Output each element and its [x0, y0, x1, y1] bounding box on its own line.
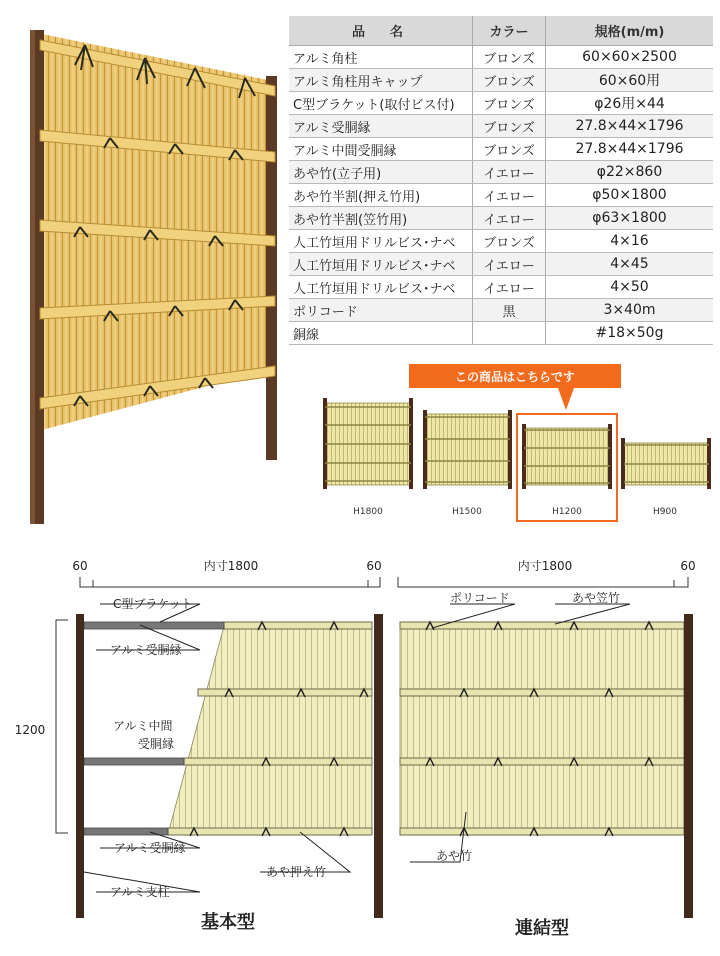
spec-cell-name: あや竹半割(押え竹用) [289, 184, 473, 207]
spec-cell-spec: 27.8×44×1796 [546, 138, 714, 161]
spec-cell-color: ブロンズ [473, 138, 546, 161]
spec-cell-spec: 27.8×44×1796 [546, 115, 714, 138]
size-label: H1200 [552, 507, 582, 517]
label-bracket: C型ブラケット [113, 597, 193, 611]
dim-right2-60: 60 [680, 559, 696, 573]
spec-cell-color: ブロンズ [473, 46, 546, 69]
label-rail-bottom: アルミ受胴縁 [114, 841, 186, 855]
spec-cell-name: ポリコード [289, 299, 473, 322]
spec-cell-color: 黒 [473, 299, 546, 322]
spec-cell-color: イエロー [473, 161, 546, 184]
label-rail-mid-2: 受胴縁 [138, 737, 175, 751]
label-cord: ポリコード [450, 591, 510, 605]
spec-cell-color: イエロー [473, 253, 546, 276]
header-spec: 規格(m/m) [546, 16, 714, 46]
dim-inner-left: 内寸1800 [203, 559, 259, 573]
spec-cell-color: イエロー [473, 207, 546, 230]
label-rail-mid-1: アルミ中間 [113, 719, 173, 733]
spec-cell-color: ブロンズ [473, 69, 546, 92]
header-name: 品 名 [289, 16, 473, 46]
spec-cell-spec: φ63×1800 [546, 207, 714, 230]
size-label: H900 [653, 507, 677, 517]
spec-cell-name: アルミ受胴縁 [289, 115, 473, 138]
spec-cell-spec: φ50×1800 [546, 184, 714, 207]
spec-cell-name: 人工竹垣用ドリルビス･ナベ [289, 230, 473, 253]
spec-cell-name: あや竹(立子用) [289, 161, 473, 184]
dim-height: 1200 [14, 723, 46, 737]
dim-left-60: 60 [72, 559, 88, 573]
diagram-post-right [684, 614, 693, 918]
size-label: H1800 [353, 507, 383, 517]
spec-cell-name: C型ブラケット(取付ビス付) [289, 92, 473, 115]
label-presser: あや押え竹 [266, 865, 327, 879]
spec-cell-color: ブロンズ [473, 92, 546, 115]
title-linked: 連結型 [515, 918, 569, 939]
spec-cell-name: アルミ角柱用キャップ [289, 69, 473, 92]
label-bamboo: あや竹 [436, 849, 473, 863]
dim-right-60: 60 [366, 559, 382, 573]
spec-cell-spec: φ22×860 [546, 161, 714, 184]
spec-cell-name: あや竹半割(笠竹用) [289, 207, 473, 230]
spec-cell-spec: φ26用×44 [546, 92, 714, 115]
spec-cell-color: イエロー [473, 184, 546, 207]
spec-cell-spec: 60×60用 [546, 69, 714, 92]
spec-cell-spec: 4×45 [546, 253, 714, 276]
spec-cell-color: ブロンズ [473, 230, 546, 253]
diagram-post-left [76, 614, 84, 918]
spec-cell-spec: #18×50g [546, 322, 714, 345]
spec-cell-color: ブロンズ [473, 115, 546, 138]
dim-inner-right: 内寸1800 [517, 559, 573, 573]
spec-cell-spec: 4×50 [546, 276, 714, 299]
label-cap-bamboo: あや笠竹 [572, 591, 621, 605]
spec-cell-name: 人工竹垣用ドリルビス･ナベ [289, 253, 473, 276]
spec-cell-name: 人工竹垣用ドリルビス･ナベ [289, 276, 473, 299]
size-label: H1500 [452, 507, 482, 517]
label-post: アルミ支柱 [110, 885, 170, 899]
spec-cell-spec: 60×60×2500 [546, 46, 714, 69]
spec-cell-name: 銅線 [289, 322, 473, 345]
banner-text: この商品はこちらです [455, 370, 575, 384]
spec-cell-name: アルミ中間受胴縁 [289, 138, 473, 161]
label-rail-top: アルミ受胴縁 [110, 643, 182, 657]
spec-cell-name: アルミ角柱 [289, 46, 473, 69]
spec-cell-spec: 3×40m [546, 299, 714, 322]
header-color: カラー [473, 16, 546, 46]
spec-cell-spec: 4×16 [546, 230, 714, 253]
diagram-post-mid [374, 614, 383, 918]
title-basic: 基本型 [201, 912, 255, 933]
spec-cell-color: イエロー [473, 276, 546, 299]
linked-type-fence [400, 614, 693, 918]
